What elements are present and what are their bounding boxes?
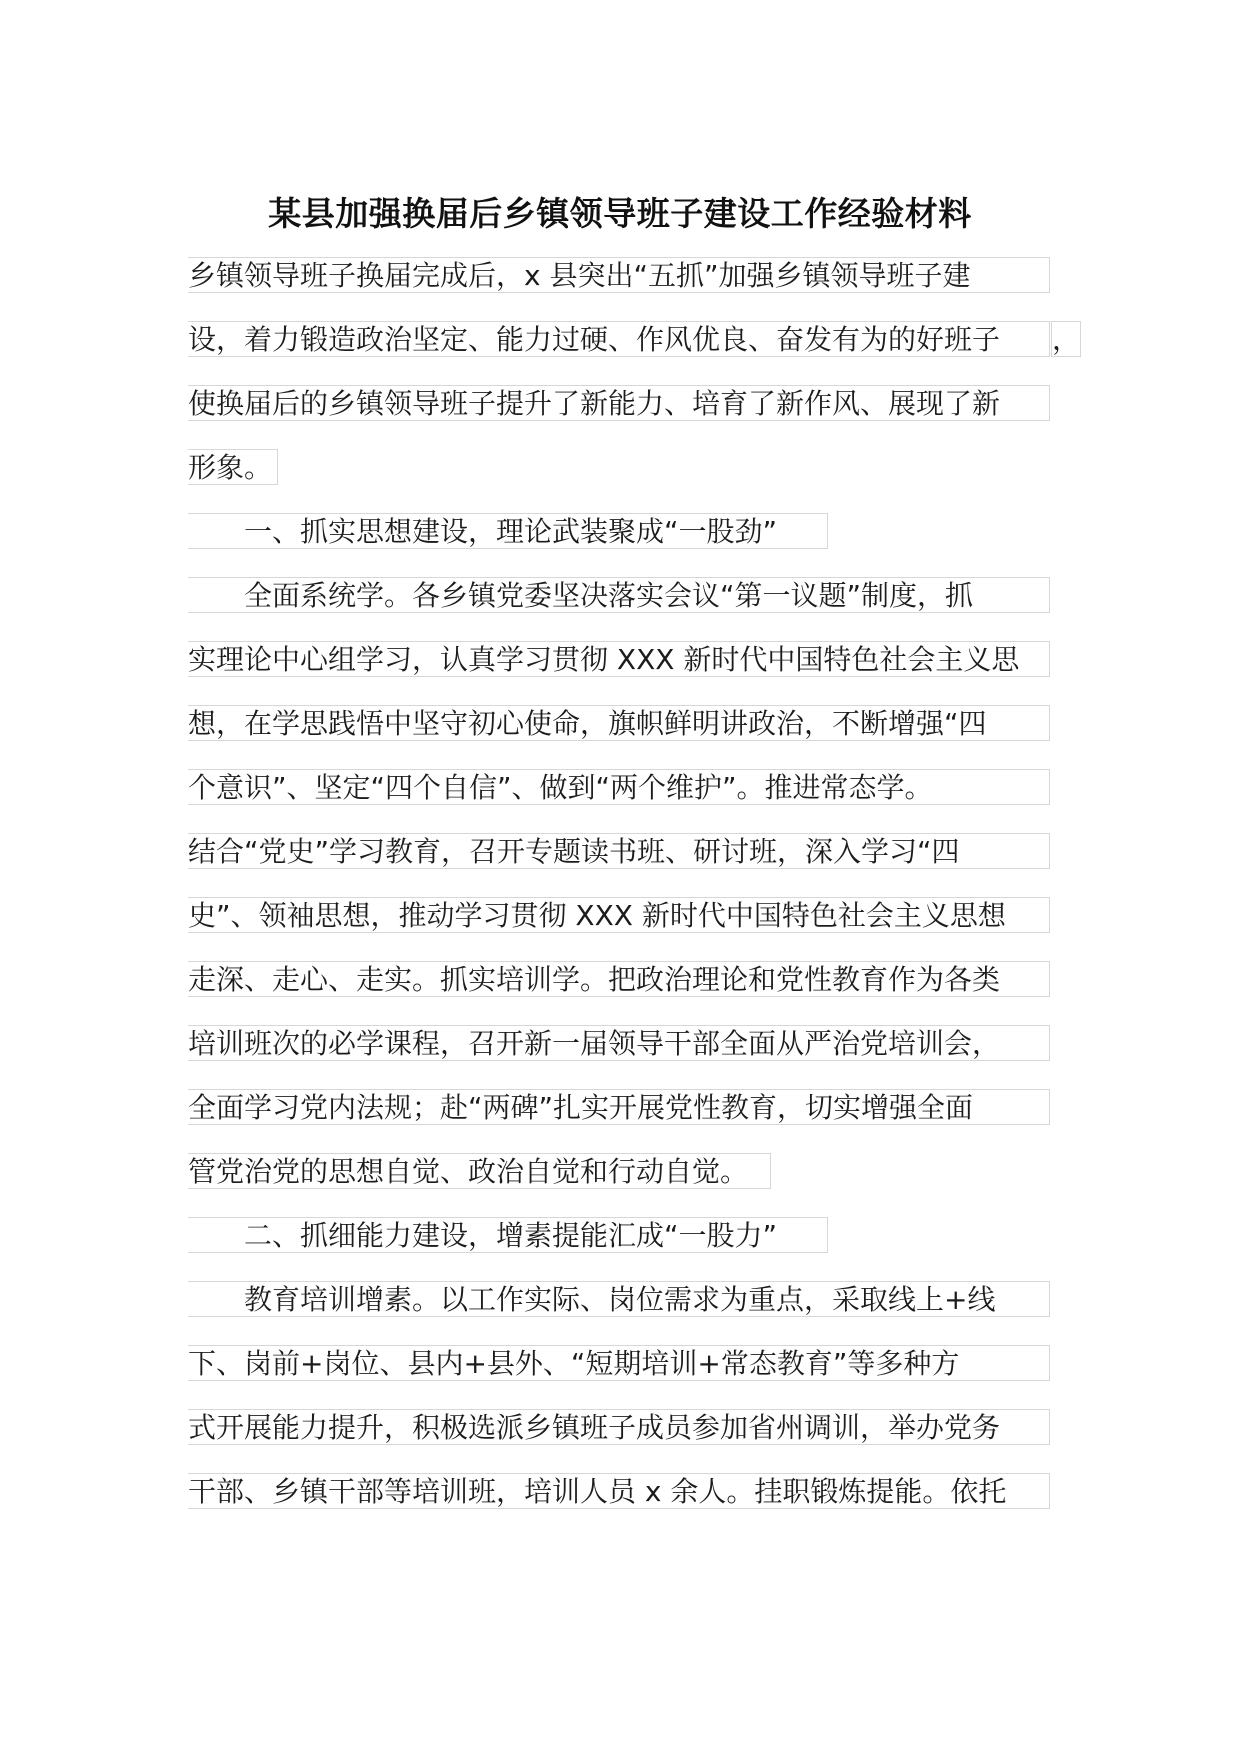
- text-line: 设，着力锻造政治坚定、能力过硬、作风优良、奋发有为的好班子: [188, 321, 1050, 357]
- text-line: 结合“党史”学习教育，召开专题读书班、研讨班，深入学习“四: [188, 833, 1050, 869]
- text-line: 乡镇领导班子换届完成后，x 县突出“五抓”加强乡镇领导班子建: [188, 257, 1050, 293]
- text-line: 下、岗前+岗位、县内+县外、“短期培训+常态教育”等多种方: [188, 1345, 1050, 1381]
- section-heading: 二、抓细能力建设，增素提能汇成“一股力”: [188, 1217, 828, 1253]
- text-line: 全面系统学。各乡镇党委坚决落实会议“第一议题”制度，抓: [188, 577, 1050, 613]
- text-line: 全面学习党内法规；赴“两碑”扎实开展党性教育，切实增强全面: [188, 1089, 1050, 1125]
- text-line: 干部、乡镇干部等培训班，培训人员 x 余人。挂职锻炼提能。依托: [188, 1473, 1050, 1509]
- text-line: 形象。: [188, 449, 278, 485]
- text-line: 使换届后的乡镇领导班子提升了新能力、培育了新作风、展现了新: [188, 385, 1050, 421]
- text-line: 史”、领袖思想，推动学习贯彻 XXX 新时代中国特色社会主义思想: [188, 897, 1050, 933]
- document-title: 某县加强换届后乡镇领导班子建设工作经验材料: [268, 194, 972, 233]
- text-line-tail: ，: [1052, 323, 1081, 356]
- text-line: 管党治党的思想自觉、政治自觉和行动自觉。: [188, 1153, 771, 1189]
- section-heading: 一、抓实思想建设，理论武装聚成“一股劲”: [188, 513, 828, 549]
- text-line: 实理论中心组学习，认真学习贯彻 XXX 新时代中国特色社会主义思: [188, 641, 1050, 677]
- text-line: 走深、走心、走实。抓实培训学。把政治理论和党性教育作为各类: [188, 961, 1050, 997]
- text-line: 培训班次的必学课程，召开新一届领导干部全面从严治党培训会，: [188, 1025, 1050, 1061]
- text-line: 式开展能力提升，积极选派乡镇班子成员参加省州调训，举办党务: [188, 1409, 1050, 1445]
- text-line: 教育培训增素。以工作实际、岗位需求为重点，采取线上+线: [188, 1281, 1050, 1317]
- text-line: 想，在学思践悟中坚守初心使命，旗帜鲜明讲政治，不断增强“四: [188, 705, 1050, 741]
- text-line: 个意识”、坚定“四个自信”、做到“两个维护”。推进常态学。: [188, 769, 1050, 805]
